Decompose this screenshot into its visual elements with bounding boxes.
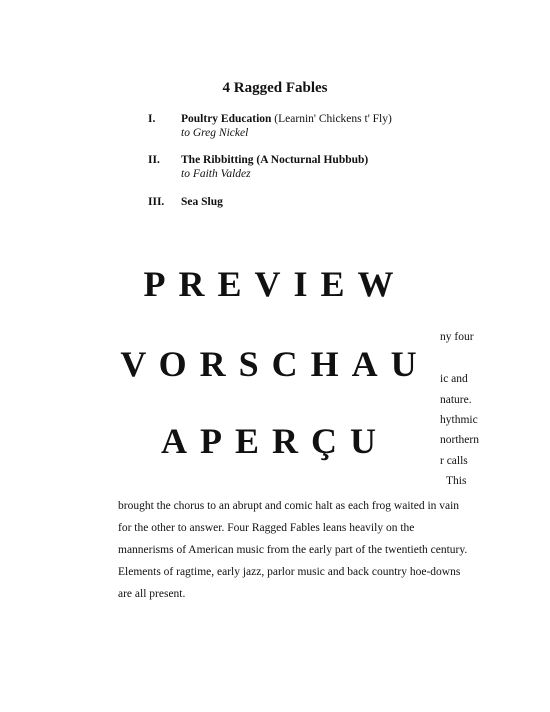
movement-dedication: to Greg Nickel <box>181 127 249 139</box>
text-fragment: northern <box>440 434 479 446</box>
paragraph-line: are all present. <box>118 588 186 600</box>
paragraph-line: Elements of ragtime, early jazz, parlor music and back country hoe-downs <box>118 566 461 578</box>
paragraph-line: for the other to answer. Four Ragged Fables leans heavily on the <box>118 522 415 534</box>
movement-title <box>181 196 223 208</box>
paragraph-line: mannerisms of American music from the early part of the twentieth century. <box>118 544 468 556</box>
text-fragment: ic and <box>440 373 468 385</box>
text-fragment: hythmic <box>440 414 478 426</box>
movement-title-bold: Poultry Education <box>181 113 272 125</box>
watermark-apercu: APERÇU <box>161 421 389 461</box>
movement-subtitle: (Learnin' Chickens t' Fly) <box>271 113 392 125</box>
movement-title-bold: Sea Slug <box>181 196 223 208</box>
text-fragment: nature. <box>440 394 472 406</box>
movement-numeral: I. <box>148 113 156 125</box>
movement-dedication: to Faith Valdez <box>181 168 251 180</box>
paragraph-line: brought the chorus to an abrupt and comic halt as each frog waited in vain <box>118 500 460 512</box>
movement-numeral: III. <box>148 196 165 208</box>
watermark-vorschau: VORSCHAU <box>120 344 430 384</box>
text-fragment: ny four <box>440 331 474 343</box>
movement-title <box>181 154 368 166</box>
movement-title <box>181 113 392 125</box>
page-title: 4 Ragged Fables <box>222 80 328 96</box>
movement-numeral: II. <box>148 154 160 166</box>
program-note-paragraph <box>118 495 498 605</box>
watermark-preview: PREVIEW <box>143 264 407 304</box>
text-fragment: r calls <box>440 455 468 467</box>
text-fragment: This <box>446 475 467 487</box>
movement-title-bold: The Ribbitting (A Nocturnal Hubbub) <box>181 154 369 166</box>
